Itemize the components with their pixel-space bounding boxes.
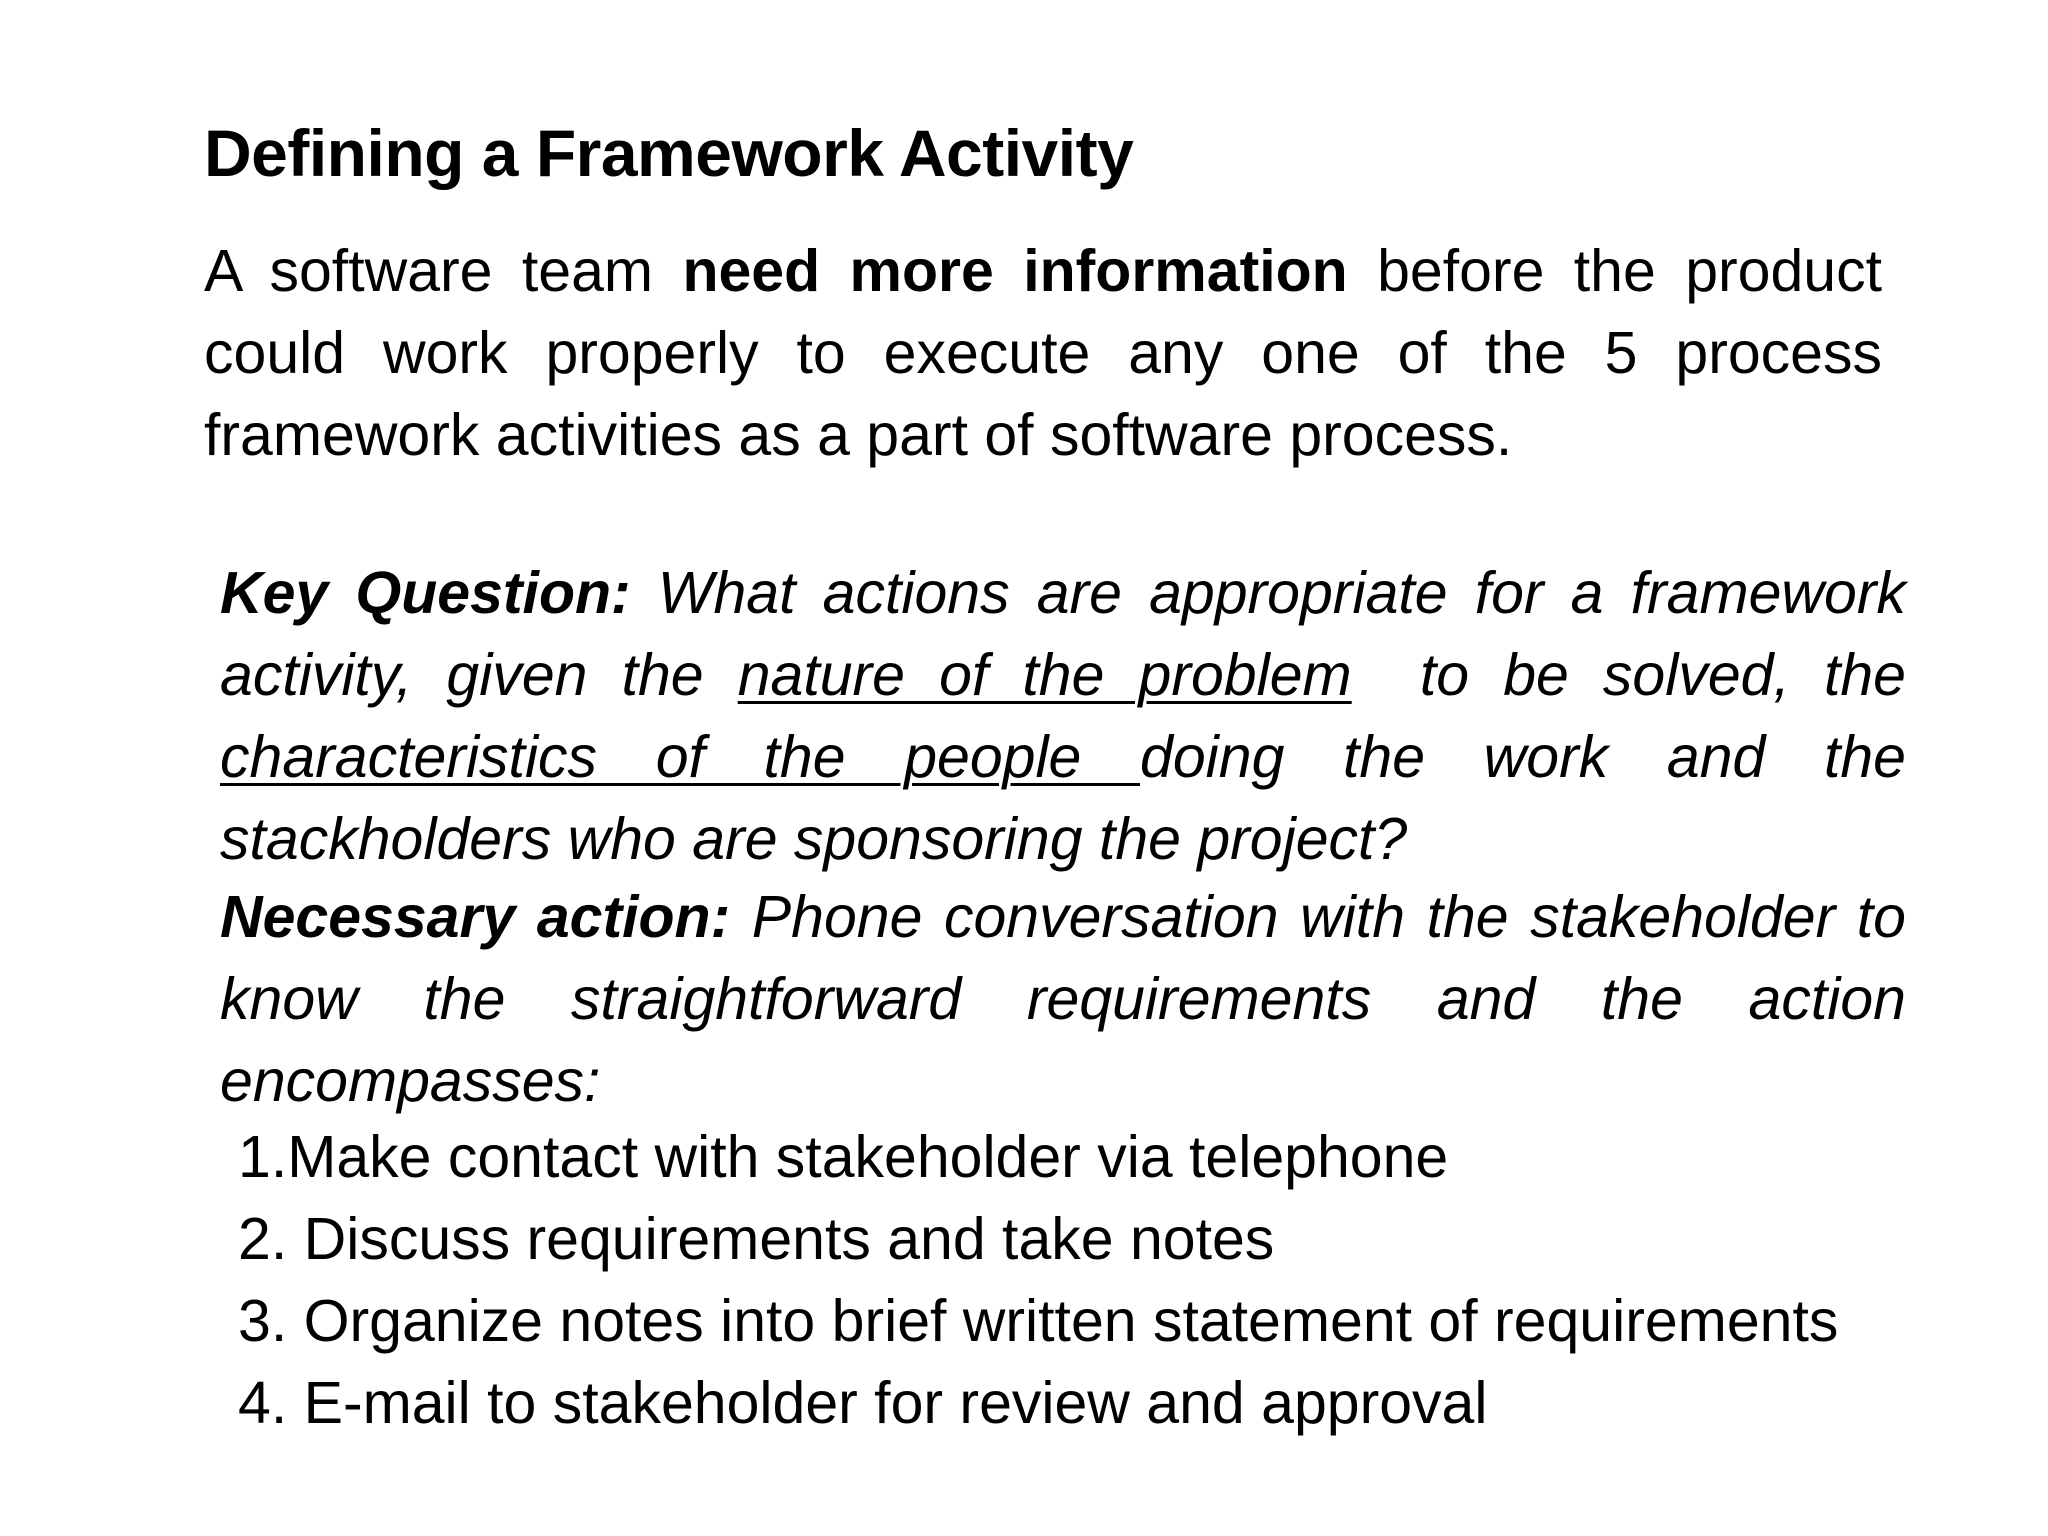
key-question-text-2: to be solved, the (1351, 642, 1923, 708)
key-question-label: Key Question: (220, 560, 631, 626)
intro-bold-phrase: need more information (682, 238, 1348, 304)
key-question-underline-1: nature of the problem (737, 642, 1352, 708)
list-item: 1.Make contact with stakeholder via telephone (238, 1124, 1449, 1190)
necessary-action-text: Phone conversation with the stakeholder to know the straightforward requirements and the action encompasses: (220, 884, 1906, 1114)
key-question-text-1: What actions are appropriate for a framework activity, given the (220, 560, 1906, 708)
intro-text-end: before the product could work properly to execute any one of the 5 process framework activities as a part of software process. (204, 238, 1883, 468)
key-question-text-3: doing the work and the stackholders who are sponsoring the project? (220, 724, 1906, 872)
key-question-paragraph (220, 552, 1923, 880)
necessary-action-paragraph (220, 876, 1906, 1122)
steps-list (238, 1116, 1838, 1444)
list-item: 2. Discuss requirements and take notes (238, 1206, 1275, 1272)
intro-text-start: A software team (204, 238, 683, 304)
list-item: 4. E-mail to stakeholder for review and approval (238, 1370, 1488, 1436)
key-question-underline-2: characteristics of the people (220, 724, 1141, 790)
necessary-action-label: Necessary action: (220, 884, 731, 950)
list-item: 3. Organize notes into brief written statement of requirements (238, 1288, 1839, 1354)
slide-title: Defining a Framework Activity (204, 116, 1134, 190)
intro-paragraph (204, 230, 1882, 476)
